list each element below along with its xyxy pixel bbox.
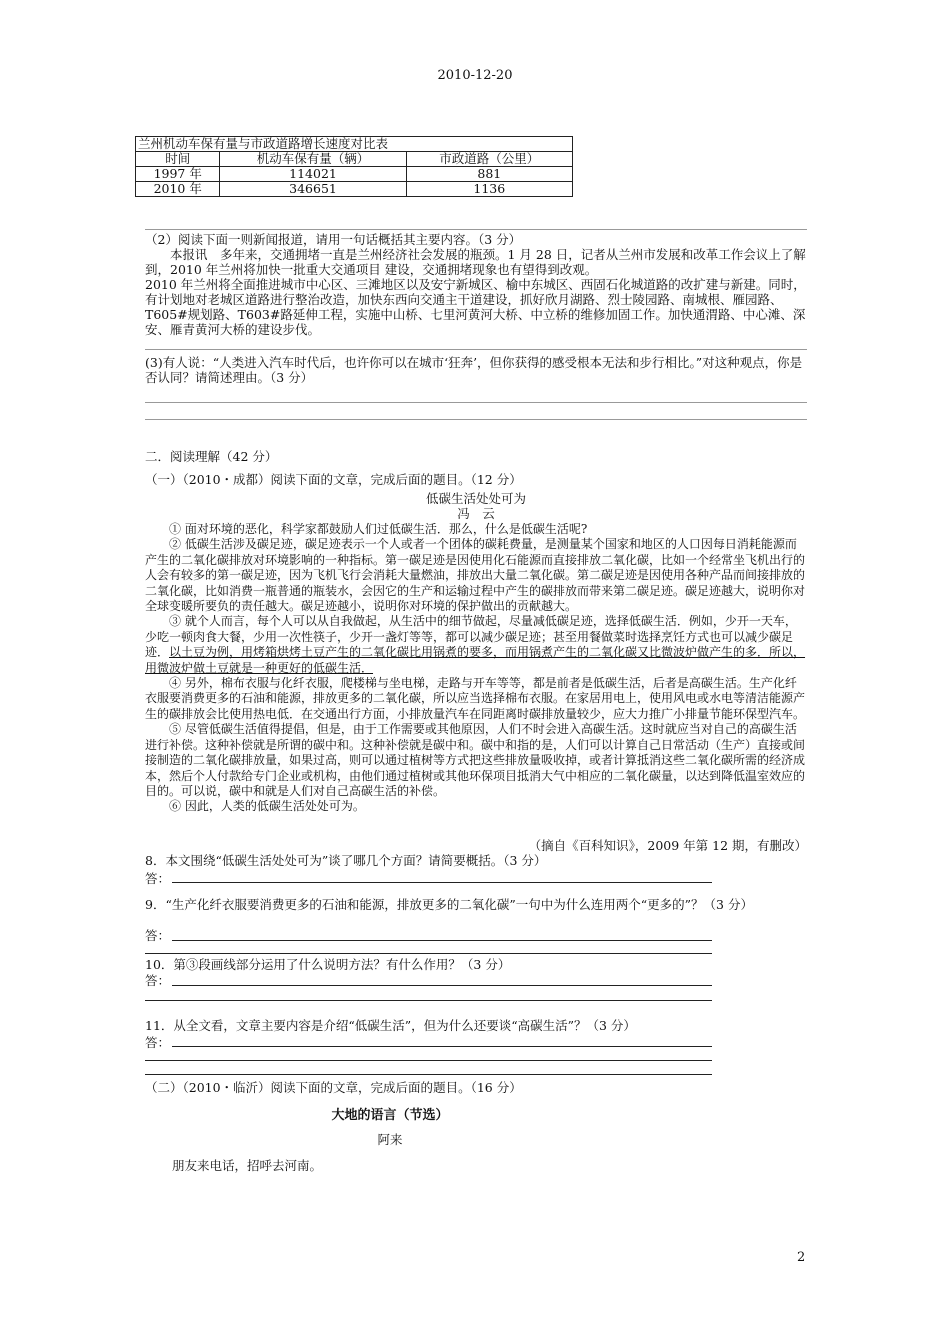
part1-intro: （一）（2010・成都）阅读下面的文章，完成后面的题目。（12 分）	[145, 472, 522, 487]
answer-line[interactable]	[145, 349, 807, 350]
article-paragraph: ④ 另外，棉布衣服与化纤衣服，爬楼梯与坐电梯，走路与开车等等，都是前者是低碳生活，后者是高碳生活。生产化纤衣服要消费更多的石油和能源，排放更多的二氧化碳，所以应当选择棉布衣服。在家居用电上，使用风电或水电等清洁能源产生的碳排放会比使用热电低．在交通出行方面，小排放量汽车在同距离时碳排放量较少，应大力推广小排量节能环保型汽车。	[145, 676, 806, 721]
section-heading: 二．阅读理解（42 分）	[145, 449, 278, 464]
answer-line[interactable]	[172, 1046, 712, 1047]
table-row	[136, 167, 573, 182]
answer-label: 答：	[145, 973, 171, 988]
table-header: 机动车保有量（辆）	[220, 152, 406, 167]
article-paragraph	[145, 614, 807, 676]
answer-label: 答：	[145, 928, 171, 943]
answer-line[interactable]	[145, 419, 807, 420]
answer-label: 答：	[145, 871, 171, 886]
table-header-row	[136, 152, 573, 167]
answer-label: 答：	[145, 1035, 171, 1050]
article-paragraph: ② 低碳生活涉及碳足迹，碳足迹表示一个人或者一个团体的碳耗费量，是测量某个国家和地区的人口因每日消耗能源而产生的二氧化碳排放对环境影响的一种指标。第一碳足迹是因使用化石能源而直接排放二氧化碳，比如一个经常坐飞机出行的人会有较多的第一碳足迹，因为飞机飞行会消耗大量燃油，排放出大量二氧化碳。第二碳足迹是因使用各种产品而间接排放的二氧化碳，比如消费一瓶普通的瓶装水，会因它的生产和运输过程中产生的碳排放而带来第二碳足迹。碳足迹越大，说明你对全球变暖所要负的责任越大。碳足迹越小，说明你对环境的保护做出的贡献越大。	[145, 537, 806, 614]
answer-line[interactable]	[145, 402, 807, 403]
article-paragraph: ⑥ 因此，人类的低碳生活处处可为。	[169, 799, 365, 814]
table-row	[136, 182, 573, 197]
news-paragraph: 2010 年兰州将全面推进城市中心区、三滩地区以及安宁新城区、榆中东城区、西固石化城道路的改扩建与新建。同时，有计划地对老城区道路进行整治改造，加快东西向交通主干道建设，抓好欣月湖路、烈士陵园路、南城根、雁园路、T605#规划路、T603#路延伸工程，实施中山桥、七里河黄河大桥、中立桥的维修加固工作。加快通渭路、中心滩、深安、雁青黄河大桥的建设步伐。	[145, 277, 806, 337]
part2-intro: （二）（2010・临沂）阅读下面的文章，完成后面的题目。（16 分）	[145, 1080, 522, 1095]
table-cell: 2010 年	[136, 182, 220, 197]
article-paragraph: ① 面对环境的恶化，科学家都鼓励人们过低碳生活．那么，什么是低碳生活呢?	[169, 522, 588, 536]
paragraph-text: ③ 就个人而言，每个人可以从自我做起，从生活中的细节做起，尽量减低碳足迹，选择低碳生活．例如，少开一天车，少吃一顿肉食大餐，少用一次性筷子，少开一盏灯等等，都可以减少碳足迹；甚至用餐做菜时选择烹饪方式也可以减少碳足迹．	[145, 614, 797, 660]
article-author: 冯 云	[457, 506, 495, 521]
answer-line[interactable]	[145, 1060, 712, 1061]
q3-prompt: (3)有人说：“人类进入汽车时代后，也许你可以在城市‘狂奔’，但你获得的感受根本无法和步行相比。”对这种观点，你是否认同？请简述理由。（3 分）	[145, 355, 803, 385]
table-header: 时间	[136, 152, 220, 167]
vehicle-road-table	[135, 136, 573, 197]
article-body	[145, 522, 807, 815]
article2-author: 阿来	[377, 1132, 403, 1147]
answer-line[interactable]	[172, 985, 712, 986]
table-cell: 1997 年	[136, 167, 220, 182]
answer-line[interactable]	[172, 940, 712, 941]
article-paragraph: ⑤ 尽管低碳生活值得提倡，但是，由于工作需要或其他原因，人们不时会进入高碳生活。这时就应当对自己的高碳生活进行补偿。这种补偿就是所谓的碳中和。这种补偿就是碳中和。碳中和指的是，人们可以计算自己日常活动（生产）直接或间接制造的二氧化碳排放量，如果过高，则可以通过植树等方式把这些排放量吸收掉，或者计算抵消这些二氧化碳所需的经济成本，然后个人付款给专门企业或机构，由他们通过植树或其他环保项目抵消大气中相应的二氧化碳量，以达到降低温室效应的目的。可以说，碳中和就是人们对自己高碳生活的补偿。	[145, 722, 806, 798]
table-cell: 881	[406, 167, 572, 182]
table-cell: 346651	[220, 182, 406, 197]
article2-title: 大地的语言（节选）	[331, 1108, 449, 1123]
divider	[145, 229, 807, 230]
table-caption: 兰州机动车保有量与市政道路增长速度对比表	[136, 137, 573, 152]
table-cell: 1136	[406, 182, 572, 197]
article-title: 低碳生活处处可为	[425, 491, 526, 506]
answer-line[interactable]	[145, 1000, 712, 1001]
article-source: （摘自《百科知识》，2009 年第 12 期，有删改）	[528, 838, 807, 853]
header-date: 2010-12-20	[437, 68, 513, 83]
answer-line[interactable]	[145, 1074, 712, 1075]
table-cell: 114021	[220, 167, 406, 182]
article2-first-line: 朋友来电话，招呼去河南。	[172, 1158, 323, 1173]
question-8: 8．本文围绕“低碳生活处处可为”谈了哪几个方面？请简要概括。（3 分）	[145, 853, 547, 868]
q2-block	[145, 232, 807, 337]
question-10: 10．第③段画线部分运用了什么说明方法？有什么作用？（3 分）	[145, 957, 511, 972]
answer-line[interactable]	[145, 953, 712, 954]
page-number: 2	[797, 1250, 806, 1265]
question-9: 9．“生产化纤衣服要消费更多的石油和能源，排放更多的二氧化碳”一句中为什么连用两个“更多的”？（3 分）	[145, 897, 753, 912]
question-11: 11．从全文看，文章主要内容是介绍“低碳生活”，但为什么还要谈“高碳生活”？（3 分）	[145, 1018, 636, 1033]
underlined-passage: 以土豆为例，用烤箱烘烤土豆产生的二氧化碳比用锅煮的要多，而用锅煮产生的二氧化碳又比微波炉做产生的多．所以，用微波炉做土豆就是一种更好的低碳生活．	[145, 645, 806, 675]
q2-prompt: （2）阅读下面一则新闻报道，请用一句话概括其主要内容。（3 分）	[145, 232, 522, 247]
table-header: 市政道路（公里）	[406, 152, 572, 167]
answer-line[interactable]	[172, 882, 712, 883]
news-paragraph: 本报讯 多年来，交通拥堵一直是兰州经济社会发展的瓶颈。1 月 28 日，记者从兰州市发展和改革工作会议上了解到，2010 年兰州将加快一批重大交通项目 建设，交通拥堵现象也有望得到改观。	[145, 247, 806, 277]
